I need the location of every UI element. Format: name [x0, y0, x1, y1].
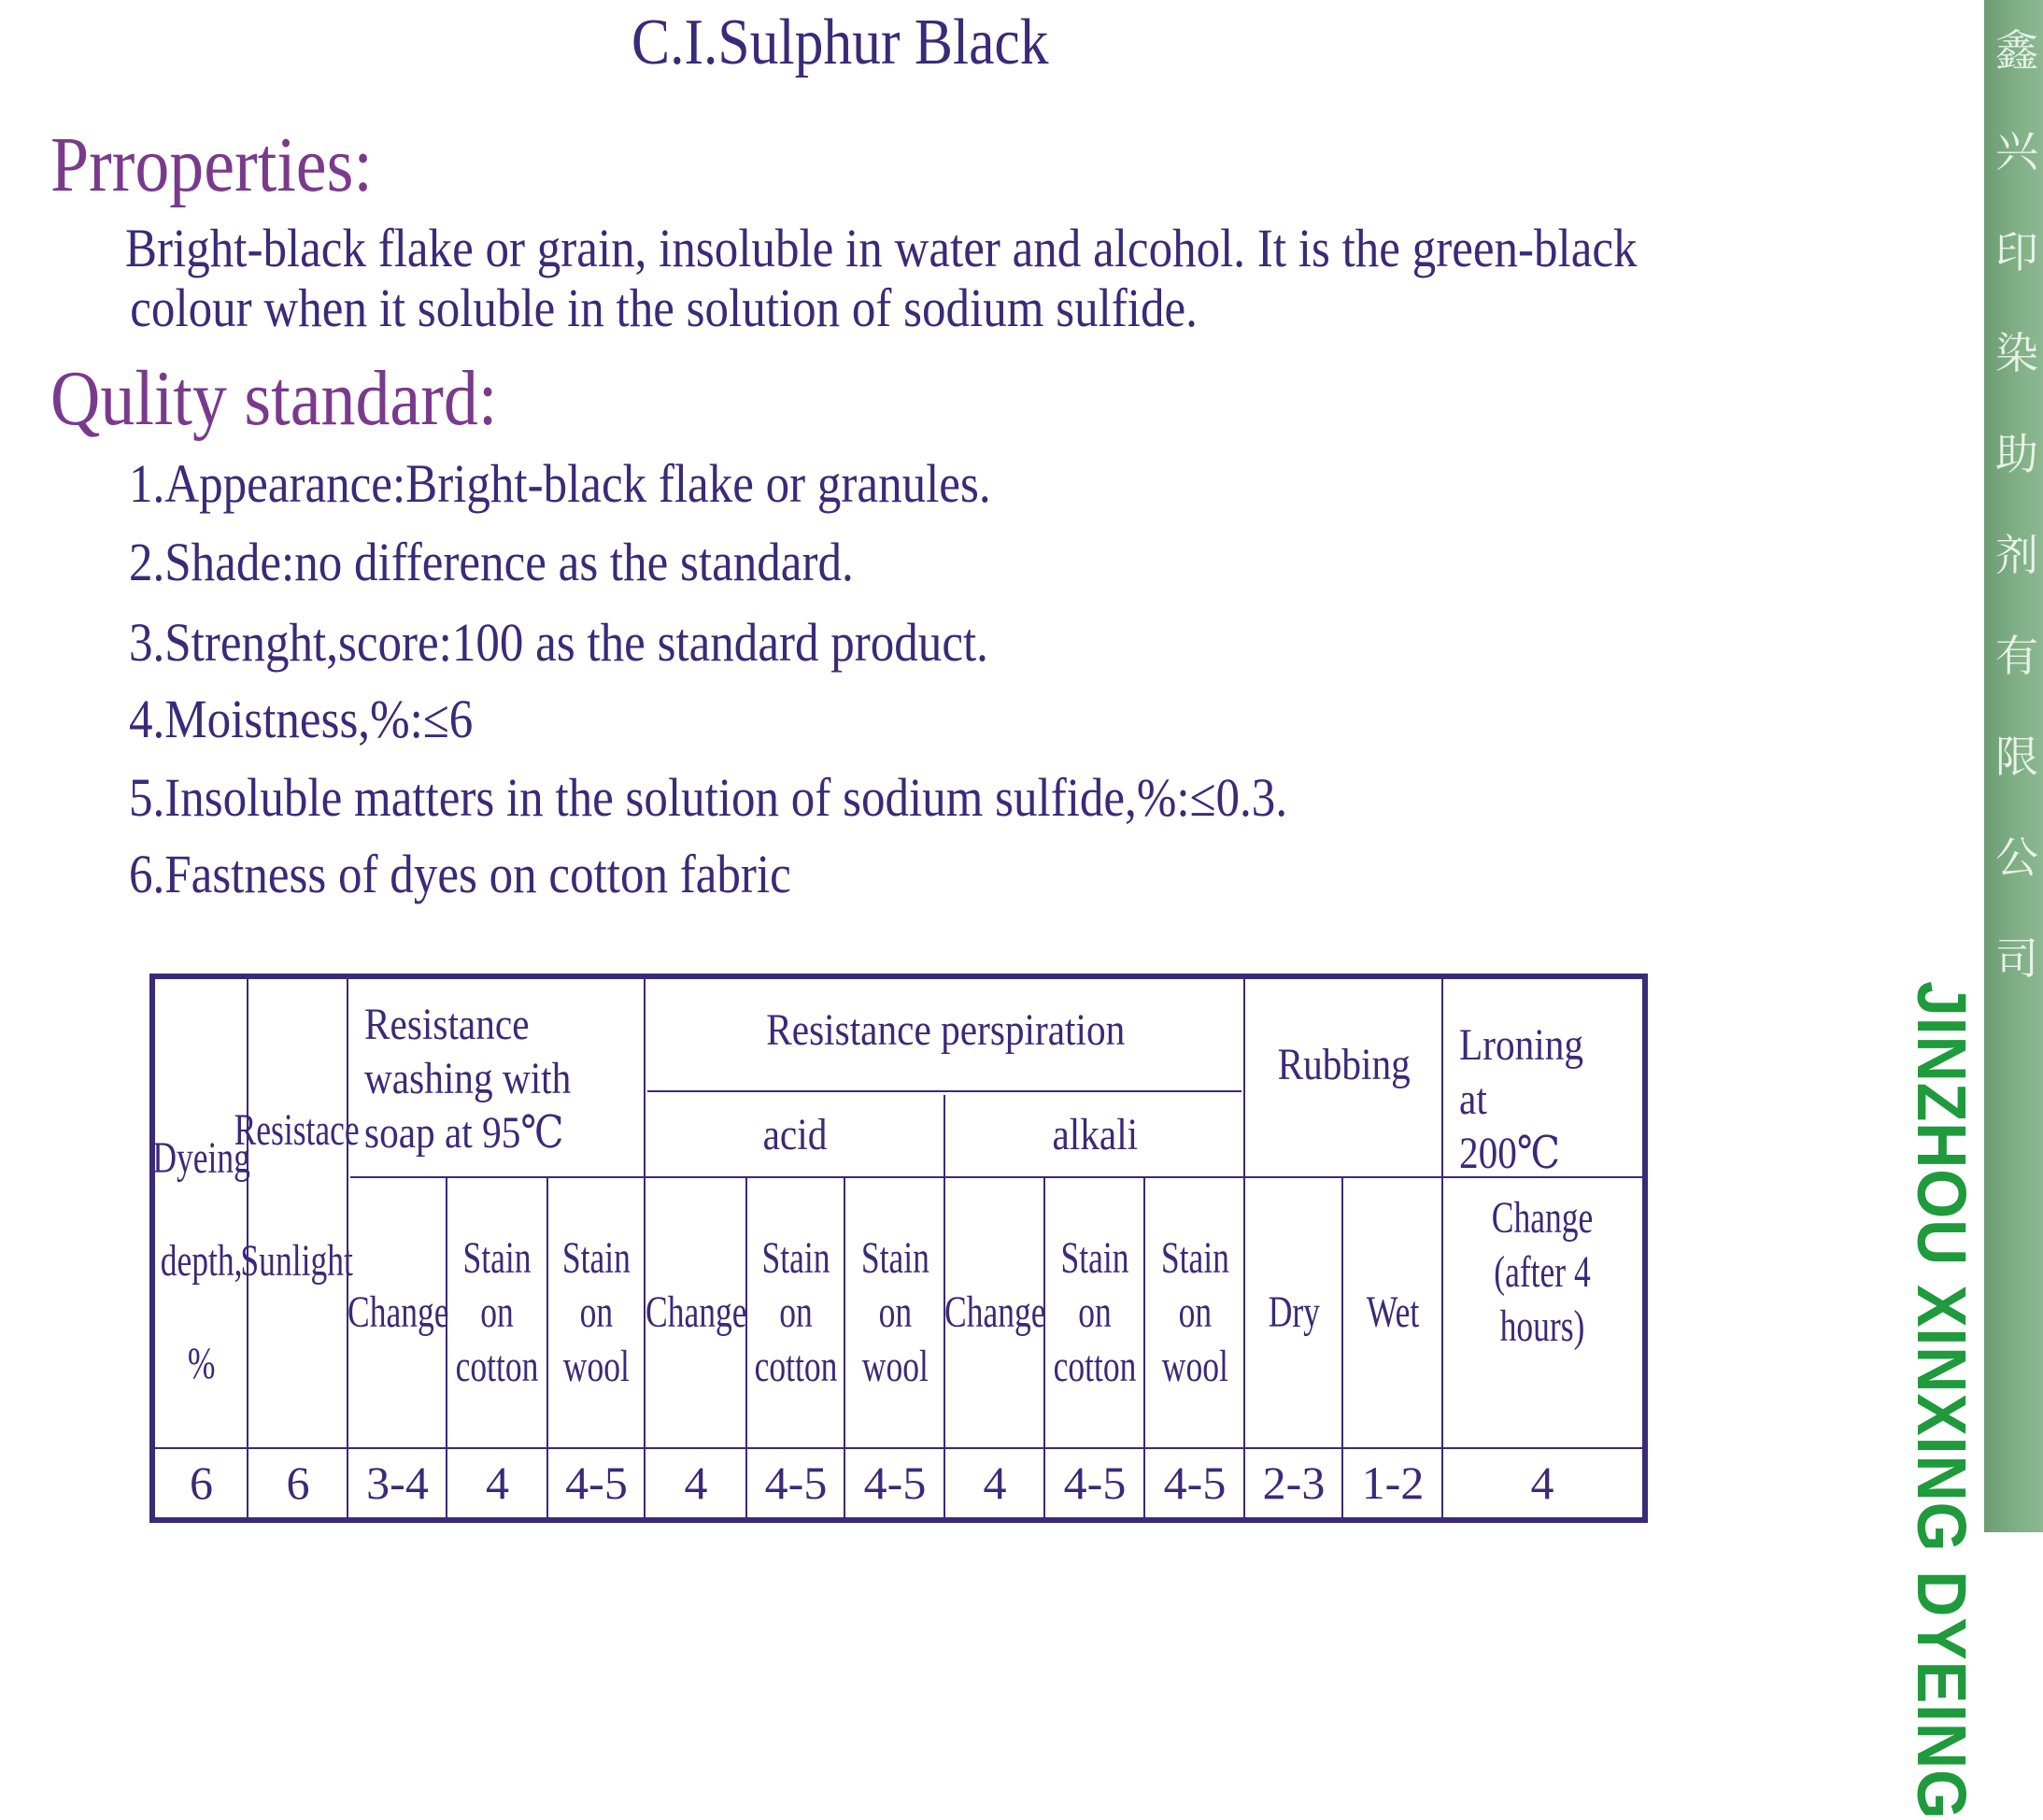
header-rubbing — [1246, 1028, 1442, 1102]
table-cell: 6 — [286, 1457, 310, 1509]
subheader-line: Stain — [761, 1233, 830, 1283]
quality-heading: Qulity standard: — [50, 355, 498, 442]
band-char: 限 — [1995, 732, 2038, 782]
subheader-line: wool — [562, 1342, 630, 1391]
band-char: 公 — [1995, 832, 2038, 883]
subheader-change-text: Change — [645, 1287, 747, 1337]
subheader-line: on — [878, 1287, 912, 1337]
table-cell: 2-3 — [1262, 1457, 1326, 1509]
table-cell: 4 — [486, 1457, 509, 1509]
band-char: 剂 — [1995, 530, 2038, 580]
subheader-line: cotton — [754, 1342, 838, 1391]
header-washing — [364, 990, 645, 1168]
subheader-washing-stain-wool — [548, 1179, 644, 1446]
table-cell: 1-2 — [1361, 1457, 1425, 1509]
table-cell: 4 — [983, 1457, 1007, 1509]
subheader-line: (after 4 hours) — [1494, 1247, 1591, 1351]
properties-line-1: Bright-black flake or grain, insoluble in water and alcohol. It is the green-black — [125, 218, 1638, 278]
band-char: 有 — [1995, 631, 2038, 681]
brand-name: JINZHOU XINXING DYEING — [1903, 981, 1980, 1820]
subheader-line: wool — [1161, 1342, 1228, 1391]
subheader-acid-stain-wool — [845, 1179, 944, 1446]
subheader-alkali-stain-wool — [1145, 1179, 1244, 1446]
table-cell: 4-5 — [863, 1457, 927, 1509]
table-cell: 4 — [684, 1457, 708, 1509]
band-char: 印 — [1995, 227, 2038, 277]
subheader-line: Change — [1491, 1193, 1594, 1243]
subheader-line: Stain — [561, 1233, 631, 1283]
table-cell: 4 — [1530, 1457, 1554, 1509]
header-ironing-line: Lroning at — [1459, 1020, 1583, 1124]
subheader-acid-change — [646, 1179, 746, 1446]
header-dyeing-line: % — [188, 1339, 216, 1388]
header-alkali — [945, 1102, 1244, 1168]
header-sunlight-line: Resistace — [234, 1105, 361, 1155]
subheader-line: Stain — [462, 1233, 532, 1283]
header-perspiration-text: Resistance perspiration — [765, 1005, 1126, 1055]
subheader-wet-text: Wet — [1366, 1287, 1420, 1337]
quality-item-shade: 2.Shade:no difference as the standard. — [129, 532, 854, 592]
properties-heading: Prroperties: — [50, 121, 373, 208]
subheader-line: on — [579, 1287, 613, 1337]
subheader-ironing-change — [1443, 1179, 1641, 1366]
header-ironing-line: 200℃ — [1459, 1129, 1561, 1178]
table-cell: 4-5 — [1063, 1457, 1127, 1509]
header-rubbing-text: Rubbing — [1277, 1040, 1412, 1089]
subheader-rubbing-wet — [1343, 1179, 1442, 1446]
table-cell: 4-5 — [1163, 1457, 1227, 1509]
table-cell: 4-5 — [565, 1457, 628, 1509]
band-char: 助 — [1995, 429, 2038, 479]
subheader-alkali-change — [945, 1179, 1044, 1446]
header-washing-line: washing with — [364, 1054, 572, 1103]
subheader-rubbing-dry — [1245, 1179, 1342, 1446]
subheader-dry-text: Dry — [1268, 1287, 1320, 1337]
quality-item-fastness: 6.Fastness of dyes on cotton fabric — [129, 844, 791, 904]
subheader-line: wool — [861, 1342, 929, 1391]
subheader-change-text: Change — [347, 1287, 449, 1337]
subheader-line: on — [480, 1287, 514, 1337]
header-acid — [646, 1102, 943, 1168]
header-dyeing-line: Dyeing — [152, 1133, 251, 1183]
subheader-change-text: Change — [943, 1287, 1046, 1337]
band-char: 鑫 — [1995, 25, 2038, 76]
quality-item-strength: 3.Strenght,score:100 as the standard product. — [129, 612, 988, 673]
header-resistace-sunlight — [234, 1074, 361, 1317]
header-alkali-text: alkali — [1052, 1110, 1138, 1159]
subheader-line: on — [779, 1287, 813, 1337]
table-cell: 6 — [190, 1457, 213, 1509]
page-title: C.I.Sulphur Black — [631, 7, 1049, 78]
header-sunlight-line: Sunlight — [240, 1236, 354, 1286]
header-dyeing-line: depth, — [161, 1236, 243, 1286]
header-ironing — [1459, 1020, 1637, 1178]
table-cell: 3-4 — [366, 1457, 429, 1509]
quality-item-appearance: 1.Appearance:Bright-black flake or granules. — [129, 453, 991, 514]
band-char: 兴 — [1995, 126, 2038, 177]
subheader-line: on — [1078, 1287, 1112, 1337]
subheader-acid-stain-cotton — [747, 1179, 844, 1446]
quality-item-moistness: 4.Moistness,%:≤6 — [129, 689, 474, 749]
subheader-washing-change — [349, 1179, 447, 1446]
properties-line-2: colour when it soluble in the solution of sodium sulfide. — [130, 277, 1198, 338]
subheader-line: Stain — [860, 1233, 929, 1283]
subheader-line: Stain — [1060, 1233, 1129, 1283]
subheader-line: cotton — [455, 1342, 539, 1391]
quality-item-insoluble: 5.Insoluble matters in the solution of sodium sulfide,%:≤0.3. — [129, 767, 1288, 828]
header-acid-text: acid — [762, 1110, 828, 1159]
header-washing-line: Resistance — [364, 1000, 530, 1049]
band-char: 染 — [1995, 328, 2038, 378]
subheader-alkali-stain-cotton — [1045, 1179, 1144, 1446]
header-perspiration — [646, 998, 1244, 1063]
subheader-line: cotton — [1053, 1342, 1137, 1391]
subheader-washing-stain-cotton — [447, 1179, 546, 1446]
band-char: 司 — [1995, 933, 2038, 984]
header-washing-line: soap at 95℃ — [364, 1108, 564, 1158]
table-cell: 4-5 — [764, 1457, 828, 1509]
subheader-line: on — [1178, 1287, 1212, 1337]
subheader-line: Stain — [1160, 1233, 1229, 1283]
